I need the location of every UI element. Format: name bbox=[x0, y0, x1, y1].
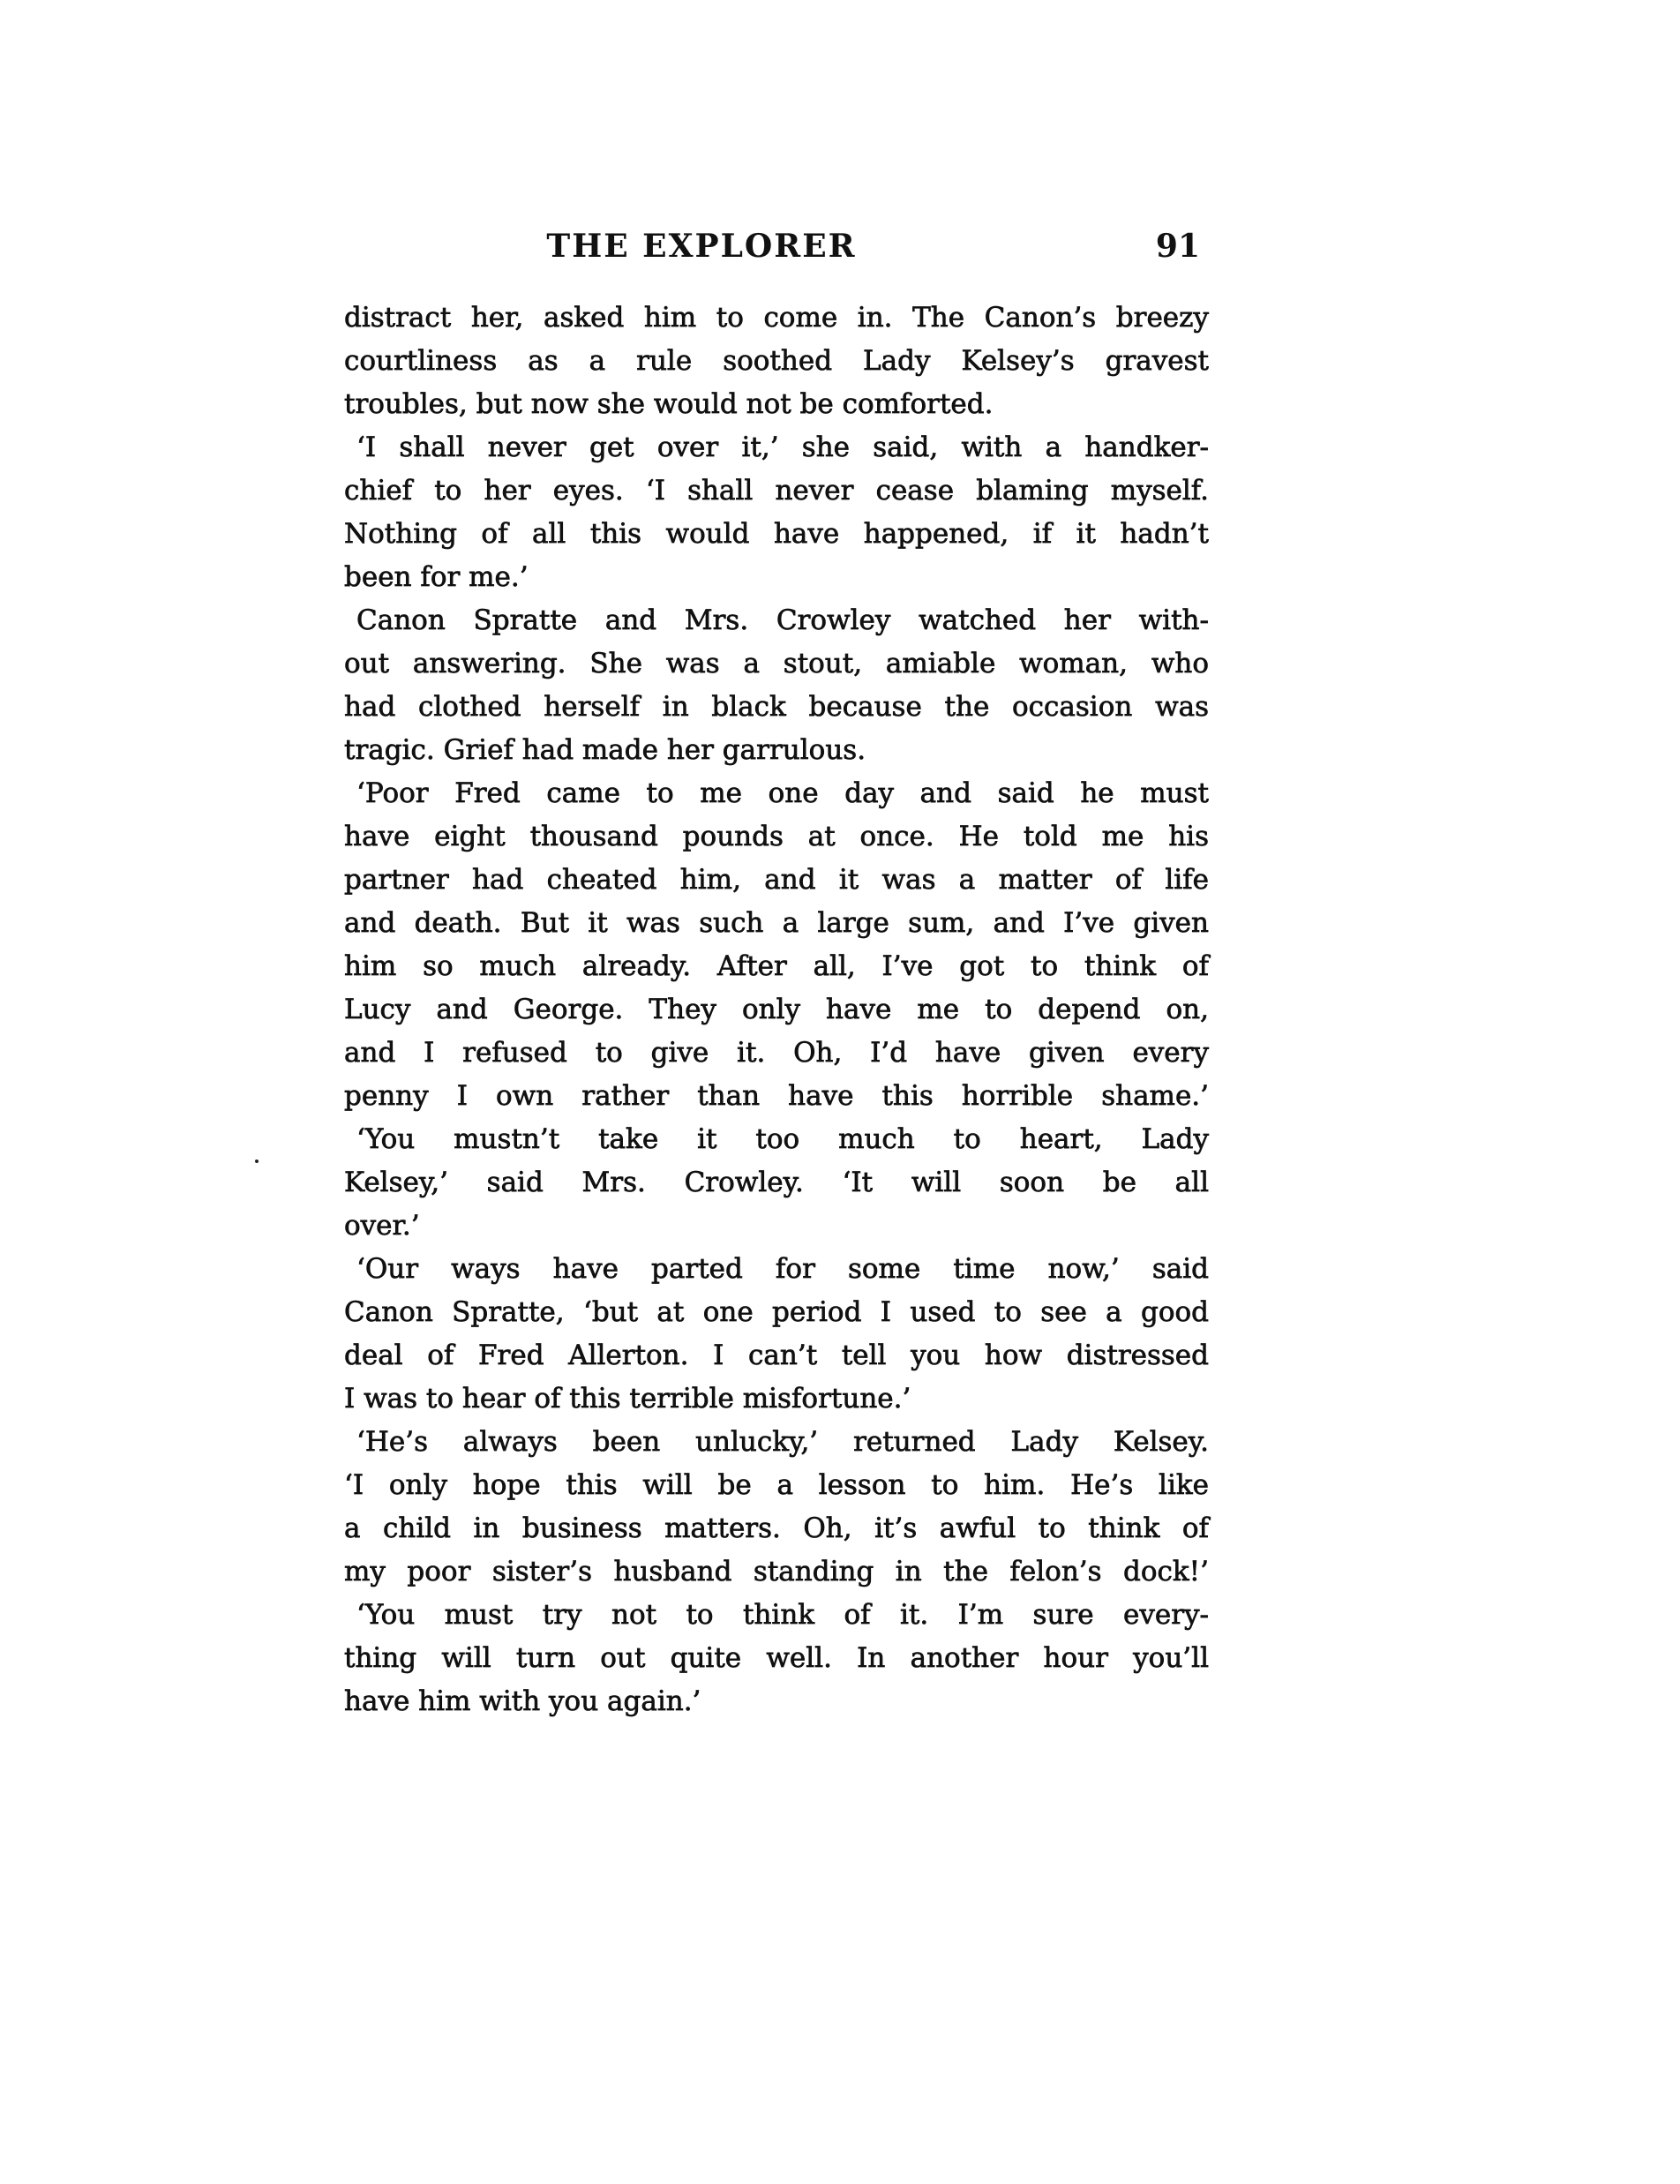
text-line: Canon Spratte, ‘but at one period I used to see a good bbox=[344, 1296, 1209, 1328]
scan-speck bbox=[255, 1160, 259, 1163]
text-line: thing will turn out quite well. In another hour you’ll bbox=[344, 1642, 1209, 1674]
text-line: a child in business matters. Oh, it’s awful to think of bbox=[344, 1512, 1209, 1544]
page-number: 91 bbox=[1155, 228, 1200, 265]
text-line: had clothed herself in black because the occasion was bbox=[344, 691, 1209, 723]
text-line: over.’ bbox=[344, 1210, 420, 1242]
text-line: and I refused to give it. Oh, I’d have given every bbox=[344, 1037, 1209, 1069]
text-line: ‘You must try not to think of it. I’m sure every- bbox=[356, 1599, 1209, 1631]
text-line: ‘Our ways have parted for some time now,’ said bbox=[356, 1253, 1209, 1285]
text-line: distract her, asked him to come in. The Canon’s breezy bbox=[344, 302, 1209, 334]
text-line: been for me.’ bbox=[344, 561, 529, 593]
text-line: have him with you again.’ bbox=[344, 1685, 701, 1717]
text-line: troubles, but now she would not be comforted. bbox=[344, 388, 994, 420]
text-line: ‘You mustn’t take it too much to heart, Lady bbox=[356, 1123, 1209, 1155]
text-line: deal of Fred Allerton. I can’t tell you how distressed bbox=[344, 1340, 1209, 1371]
text-line: out answering. She was a stout, amiable woman, who bbox=[344, 648, 1209, 679]
text-line: ‘He’s always been unlucky,’ returned Lady Kelsey. bbox=[356, 1426, 1209, 1458]
text-line: Kelsey,’ said Mrs. Crowley. ‘It will soon be all bbox=[344, 1167, 1209, 1198]
text-line: have eight thousand pounds at once. He told me his bbox=[344, 821, 1209, 852]
text-line: courtliness as a rule soothed Lady Kelsey’s gravest bbox=[344, 345, 1209, 377]
running-header bbox=[344, 228, 1209, 274]
text-line: ‘Poor Fred came to me one day and said he must bbox=[356, 777, 1209, 809]
text-line: my poor sister’s husband standing in the felon’s dock!’ bbox=[344, 1556, 1209, 1587]
text-line: Lucy and George. They only have me to depend on, bbox=[344, 994, 1209, 1025]
text-line: ‘I only hope this will be a lesson to him. He’s like bbox=[344, 1469, 1209, 1501]
text-line: I was to hear of this terrible misfortune.’ bbox=[344, 1383, 911, 1415]
text-line: penny I own rather than have this horrible shame.’ bbox=[344, 1080, 1209, 1112]
text-line: partner had cheated him, and it was a matter of life bbox=[344, 864, 1209, 896]
text-line: Nothing of all this would have happened, if it hadn’t bbox=[344, 518, 1209, 550]
text-line: chief to her eyes. ‘I shall never cease blaming myself. bbox=[344, 475, 1209, 507]
text-line: ‘I shall never get over it,’ she said, with a handker- bbox=[356, 432, 1209, 463]
body-text bbox=[344, 296, 1209, 1723]
text-line: tragic. Grief had made her garrulous. bbox=[344, 734, 866, 766]
text-line: Canon Spratte and Mrs. Crowley watched her with- bbox=[356, 604, 1209, 636]
running-title: THE EXPLORER bbox=[546, 228, 857, 265]
text-line: and death. But it was such a large sum, and I’ve given bbox=[344, 907, 1209, 939]
text-line: him so much already. After all, I’ve got to think of bbox=[344, 950, 1209, 982]
